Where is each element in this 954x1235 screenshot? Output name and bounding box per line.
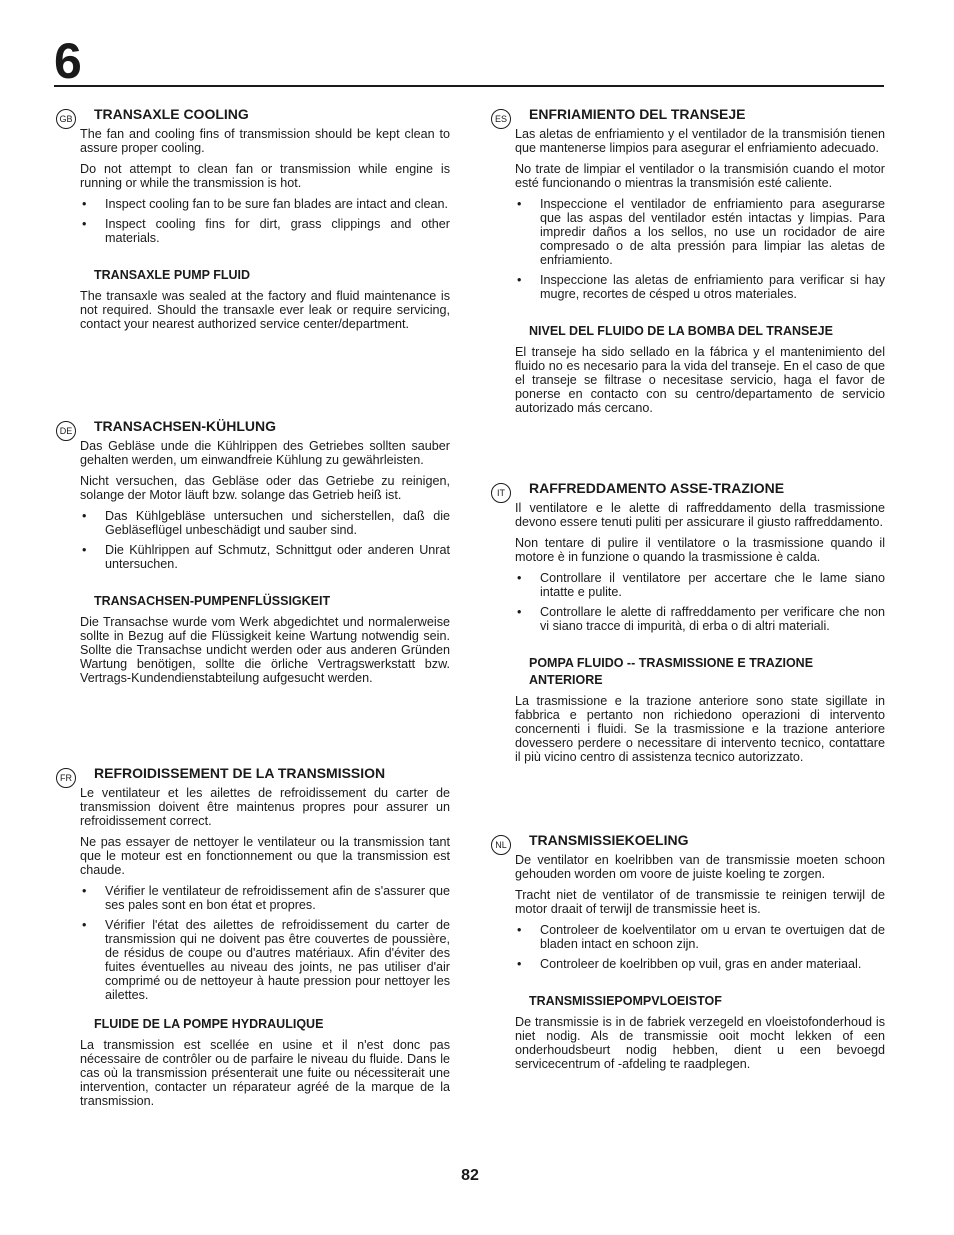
bullet-item: • Controleer de koelventilator om u ervan te overtuigen dat de bladen intact en schoon zijn. xyxy=(515,923,885,951)
bullet-list xyxy=(515,197,885,301)
section-title: TRANSAXLE COOLING xyxy=(94,106,249,122)
subsection-title: TRANSAXLE PUMP FLUID xyxy=(94,268,251,282)
bullet-item: • Controllare le alette di raffreddamento per verificare che non vi siano tracce di impurità, di erba o di altri materiali. xyxy=(515,605,885,633)
paragraph: The fan and cooling fins of transmission should be kept clean to assure proper cooling. xyxy=(80,127,450,155)
language-badge-gb: GB xyxy=(56,109,76,129)
subsection-title: NIVEL DEL FLUIDO DE LA BOMBA DEL TRANSEJE xyxy=(529,324,833,338)
bullet-item: • Inspeccione las aletas de enfriamiento para verificar si hay mugre, recortes de césped u otros materiales. xyxy=(515,273,885,301)
bullet-item: • Vérifier l'état des ailettes de refroidissement du carter de transmission qui ne doivent pas être couvertes de poussière, de résidus de coupe ou d'autres matériaux. Afin d'éviter des fuites éventuelles au niveau des joints, ne pas utiliser d'air comprimé ou de nettoyeur à haute pression pour nettoyer les ailettes. xyxy=(80,918,450,1002)
language-badge-de: DE xyxy=(56,421,76,441)
section-it xyxy=(497,480,885,771)
subsection-title: FLUIDE DE LA POMPE HYDRAULIQUE xyxy=(94,1017,324,1031)
paragraph: De transmissie is in de fabriek verzegeld en vloeistofonderhoud is niet nodig. Als de transmissie ooit mocht lekken of een onderhoudsbeurt nodig hebben, dient u een bevoegd servicecentrum of -afdeling te raadplegen. xyxy=(515,1015,885,1071)
paragraph: Tracht niet de ventilator of de transmissie te reinigen terwijl de motor draait of terwijl de transmissie heet is. xyxy=(515,888,885,916)
paragraph: Nicht versuchen, das Gebläse oder das Getriebe zu reinigen, solange der Motor läuft bzw. solange das Getrieb heiß ist. xyxy=(80,474,450,502)
subsection-title: TRANSACHSEN-PUMPENFLÜSSIGKEIT xyxy=(94,594,331,608)
language-badge-es: ES xyxy=(491,109,511,129)
bullet-item: • Controleer de koelribben op vuil, gras en ander materiaal. xyxy=(515,957,885,971)
bullet-list xyxy=(80,509,450,571)
language-badge-fr: FR xyxy=(56,768,76,788)
section-title: TRANSMISSIEKOELING xyxy=(529,832,689,848)
section-title: REFROIDISSEMENT DE LA TRANSMISSION xyxy=(94,765,386,781)
bullet-list xyxy=(515,571,885,633)
paragraph: Das Gebläse unde die Kühlrippen des Getriebes sollten sauber gehalten werden, um einwandfreie Kühlung zu gewährleisten. xyxy=(80,439,450,467)
paragraph: Die Transachse wurde vom Werk abgedichtet und normalerweise sollte in Bezug auf die Flüssigkeit keine Wartung notwendig sein. Sollte die Transachse undicht werden oder aus anderen Gründen Wartung benötigen, sollte die örliche Vertragswerkstatt bzw. Vertrags-Kundendienstabteilung aufgesucht werden. xyxy=(80,615,450,685)
section-title: ENFRIAMIENTO DEL TRANSEJE xyxy=(529,106,746,122)
section-es xyxy=(494,106,885,422)
bullet-item: • Vérifier le ventilateur de refroidissement afin de s'assurer que ses pales sont en bon état et propres. xyxy=(80,884,450,912)
paragraph: Le ventilateur et les ailettes de refroidissement du carter de transmission doivent être maintenus propres pour assurer un refroidissement correct. xyxy=(80,786,450,828)
bullet-list xyxy=(80,884,450,1002)
section-fr xyxy=(60,765,450,1115)
page-number: 82 xyxy=(461,1167,479,1184)
bullet-item: • Inspect cooling fan to be sure fan blades are intact and clean. xyxy=(80,197,450,211)
section-title: TRANSACHSEN-KÜHLUNG xyxy=(94,418,276,434)
subsection-title: TRANSMISSIEPOMPVLOEISTOF xyxy=(529,994,722,1008)
paragraph: Do not attempt to clean fan or transmission while engine is running or while the transmission is hot. xyxy=(80,162,450,190)
bullet-item: • Controllare il ventilatore per accertare che le lame siano intatte e pulite. xyxy=(515,571,885,599)
section-nl xyxy=(495,832,885,1078)
bullet-item: • Inspect cooling fins for dirt, grass clippings and other materials. xyxy=(80,217,450,245)
paragraph: No trate de limpiar el ventilador o la transmisión cuando el motor esté funcionando o mientras la transmisión esté caliente. xyxy=(515,162,885,190)
bullet-item: • Inspeccione el ventilador de enfriamiento para asegurarse que las aspas del ventilador estén intactas y limpias. Para impredir daños a los sellos, no use un rocidador de aire compresado o de alta pressión para limpiar las aletas de enfriamiento. xyxy=(515,197,885,267)
bullet-item: • Das Kühlgebläse untersuchen und sicherstellen, daß die Gebläseflügel unbeschädigt und sauber sind. xyxy=(80,509,450,537)
paragraph: La trasmissione e la trazione anteriore sono state sigillate in fabbrica e pertanto non richiedono operazioni di intervento concernenti i fluidi. Se la trasmissione e la trazione anteriore dovessero perdere o necessitare di intervento tecnico, contattare il più vicino centro di assistenza tecnico autorizzato. xyxy=(515,694,885,764)
section-de xyxy=(59,418,450,692)
bullet-item: • Die Kühlrippen auf Schmutz, Schnittgut oder anderen Unrat untersuchen. xyxy=(80,543,450,571)
bullet-list xyxy=(515,923,885,971)
paragraph: El transeje ha sido sellado en la fábrica y el mantenimiento del fluido no es necesario para la vida del transeje. En el caso de que el transeje se filtrase o necesitase servicio, haga el favor de ponerse en contacto con su centro/departamento de servicio autorizado más cercano. xyxy=(515,345,885,415)
paragraph: Ne pas essayer de nettoyer le ventilateur ou la transmission tant que le moteur est en fonctionnement ou que la transmission est chaude. xyxy=(80,835,450,877)
chapter-number: 6 xyxy=(54,33,82,89)
subsection-title: POMPA FLUIDO -- TRASMISSIONE E TRAZIONE ANTERIORE xyxy=(529,656,814,687)
bullet-list xyxy=(80,197,450,245)
paragraph: Il ventilatore e le alette di raffreddamento della trasmissione devono essere tenuti puliti per assicurare il giusto raffreddamento. xyxy=(515,501,885,529)
paragraph: La transmission est scellée en usine et il n'est donc pas nécessaire de contrôler ou de parfaire le niveau du fluide. Dans le cas où la transmission présenterait une fuite ou nécessiterait une intervention, contacter un réparateur agréé de la marque de la transmission. xyxy=(80,1038,450,1108)
paragraph: Las aletas de enfriamiento y el ventilador de la transmisión tienen que mantenerse limpios para asegurar el enfriamiento adecuado. xyxy=(515,127,885,155)
section-gb xyxy=(59,106,450,338)
paragraph: The transaxle was sealed at the factory and fluid maintenance is not required. Should the transaxle ever leak or require servicing, contact your nearest authorized service center/department. xyxy=(80,289,450,331)
paragraph: De ventilator en koelribben van de transmissie moeten schoon gehouden worden om voore de juiste koeling te zorgen. xyxy=(515,853,885,881)
section-title: RAFFREDDAMENTO ASSE-TRAZIONE xyxy=(529,480,785,496)
language-badge-nl: NL xyxy=(491,835,511,855)
language-badge-it: IT xyxy=(491,483,511,503)
paragraph: Non tentare di pulire il ventilatore o la trasmissione quando il motore è in funzione o quando la trasmissione è calda. xyxy=(515,536,885,564)
header-rule xyxy=(54,85,884,87)
